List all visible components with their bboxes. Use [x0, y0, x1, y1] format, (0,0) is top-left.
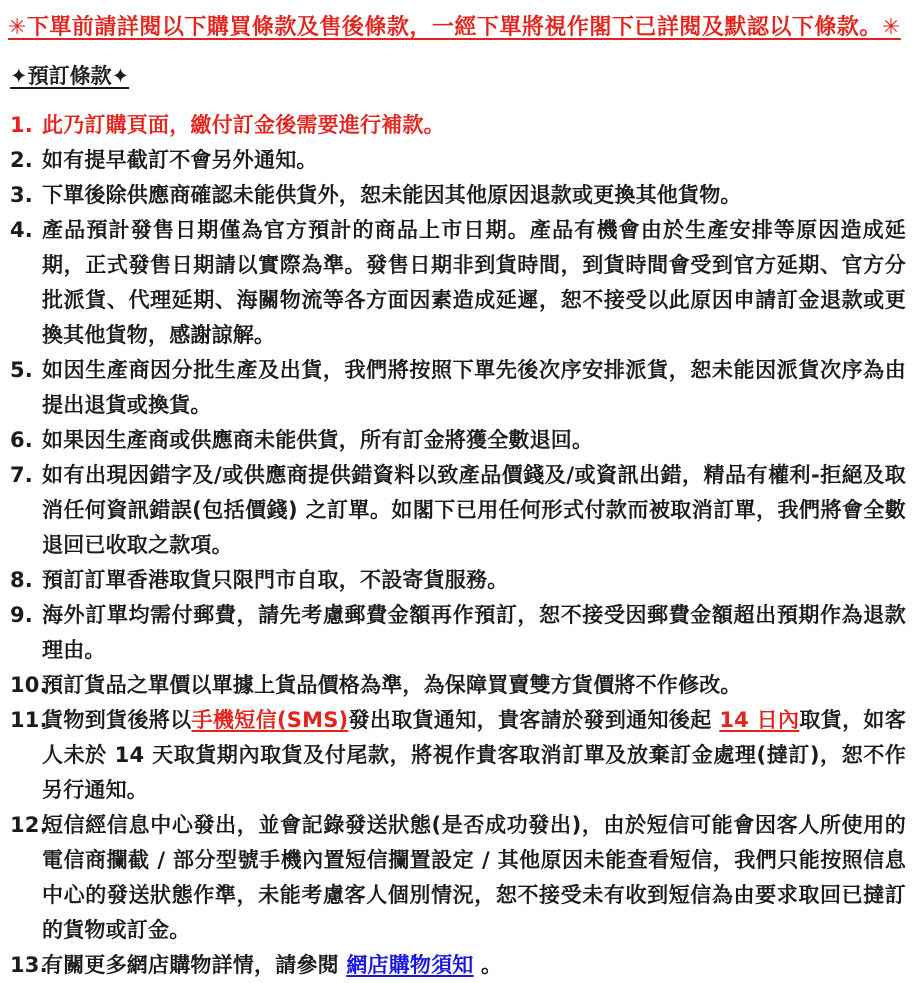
term-text: 有關更多網店購物詳情，請參閱 — [42, 953, 347, 977]
term-text: 短信經信息中心發出，並會記錄發送狀態(是否成功發出)，由於短信可能會因客人所使用的電信商攔截 / 部分型號手機內置短信攔置設定 / 其他原因未能查看短信，我們只能按照信息中心的發送狀態作準，未能考慮客人個別情況，恕不接受未有收到短信為由要求取回已撻訂的貨物或訂金。 — [42, 813, 906, 942]
term-item — [0, 458, 913, 563]
term-text: 。 — [473, 953, 503, 977]
term-text: 此乃訂購頁面，繳付訂金後需要進行補款。 — [42, 113, 445, 137]
term-item — [0, 598, 913, 668]
term-text: 如有出現因錯字及/或供應商提供錯資料以致產品價錢及/或資訊出錯，精品有權利-拒絕及取消任何資訊錯誤(包括價錢) 之訂單。如閣下已用任何形式付款而被取消訂單，我們將會全數退回已收取之款項。 — [42, 463, 906, 557]
term-item — [0, 808, 913, 948]
term-text: 下單後除供應商確認未能供貨外，恕未能因其他原因退款或更換其他貨物。 — [42, 183, 742, 207]
term-number: 9. — [10, 603, 33, 627]
term-number: 1. — [10, 113, 33, 137]
term-number: 4. — [10, 218, 33, 242]
term-number: 10. — [10, 673, 48, 697]
preorder-terms-document — [0, 13, 913, 977]
term-item — [0, 668, 913, 703]
term-text: 預訂貨品之單價以單據上貨品價格為準，為保障買賣雙方貨價將不作修改。 — [42, 673, 742, 697]
term-number: 2. — [10, 148, 33, 172]
term-item — [0, 703, 913, 808]
term-number: 6. — [10, 428, 33, 452]
document-header: ✳下單前請詳閱以下購買條款及售後條款，一經下單將視作閣下已詳閱及默認以下條款。✳ — [8, 15, 901, 40]
term-text: 海外訂單均需付郵費，請先考慮郵費金額再作預訂，恕不接受因郵費金額超出預期作為退款理由。 — [42, 603, 906, 662]
term-text: 如有提早截訂不會另外通知。 — [42, 148, 318, 172]
section-title: ✦預訂條款✦ — [10, 64, 130, 88]
term-item — [0, 178, 913, 213]
term-text: 如果因生產商或供應商未能供貨，所有訂金將獲全數退回。 — [42, 428, 594, 452]
term-number: 7. — [10, 463, 33, 487]
sms-notice-emphasis: 手機短信(SMS) — [191, 708, 349, 732]
term-item — [0, 213, 913, 353]
term-number: 13. — [10, 953, 48, 977]
term-text: 取貨，如客人未於 14 天取貨期內取貨及付尾款，將視作貴客取消訂單及放棄訂金處理(撻訂)，恕不作另行通知。 — [42, 708, 906, 802]
term-text: 發出取貨通知，貴客請於發到通知後起 — [348, 708, 720, 732]
term-item — [0, 563, 913, 598]
term-text: 貨物到貨後將以 — [42, 708, 192, 732]
terms-list — [0, 108, 913, 983]
term-number: 12. — [10, 813, 48, 837]
term-item — [0, 143, 913, 178]
term-text: 如因生產商因分批生產及出貨，我們將按照下單先後次序安排派貨，恕未能因派貨次序為由提出退貨或換貨。 — [42, 358, 906, 417]
pickup-deadline-emphasis: 14 日內 — [719, 708, 800, 732]
term-item — [0, 948, 913, 983]
term-item — [0, 353, 913, 423]
term-number: 11. — [10, 708, 48, 732]
term-item — [0, 108, 913, 143]
term-number: 5. — [10, 358, 33, 382]
store-shopping-guide-link[interactable]: 網店購物須知 — [346, 953, 474, 977]
term-number: 8. — [10, 568, 33, 592]
term-text: 產品預計發售日期僅為官方預計的商品上市日期。產品有機會由於生產安排等原因造成延期，正式發售日期請以實際為準。發售日期非到貨時間，到貨時間會受到官方延期、官方分批派貨、代理延期、海關物流等各方面因素造成延遲，恕不接受以此原因申請訂金退款或更換其他貨物，感謝諒解。 — [42, 218, 906, 347]
term-item — [0, 423, 913, 458]
term-number: 3. — [10, 183, 33, 207]
term-text: 預訂訂單香港取貨只限門市自取，不設寄貨服務。 — [42, 568, 509, 592]
